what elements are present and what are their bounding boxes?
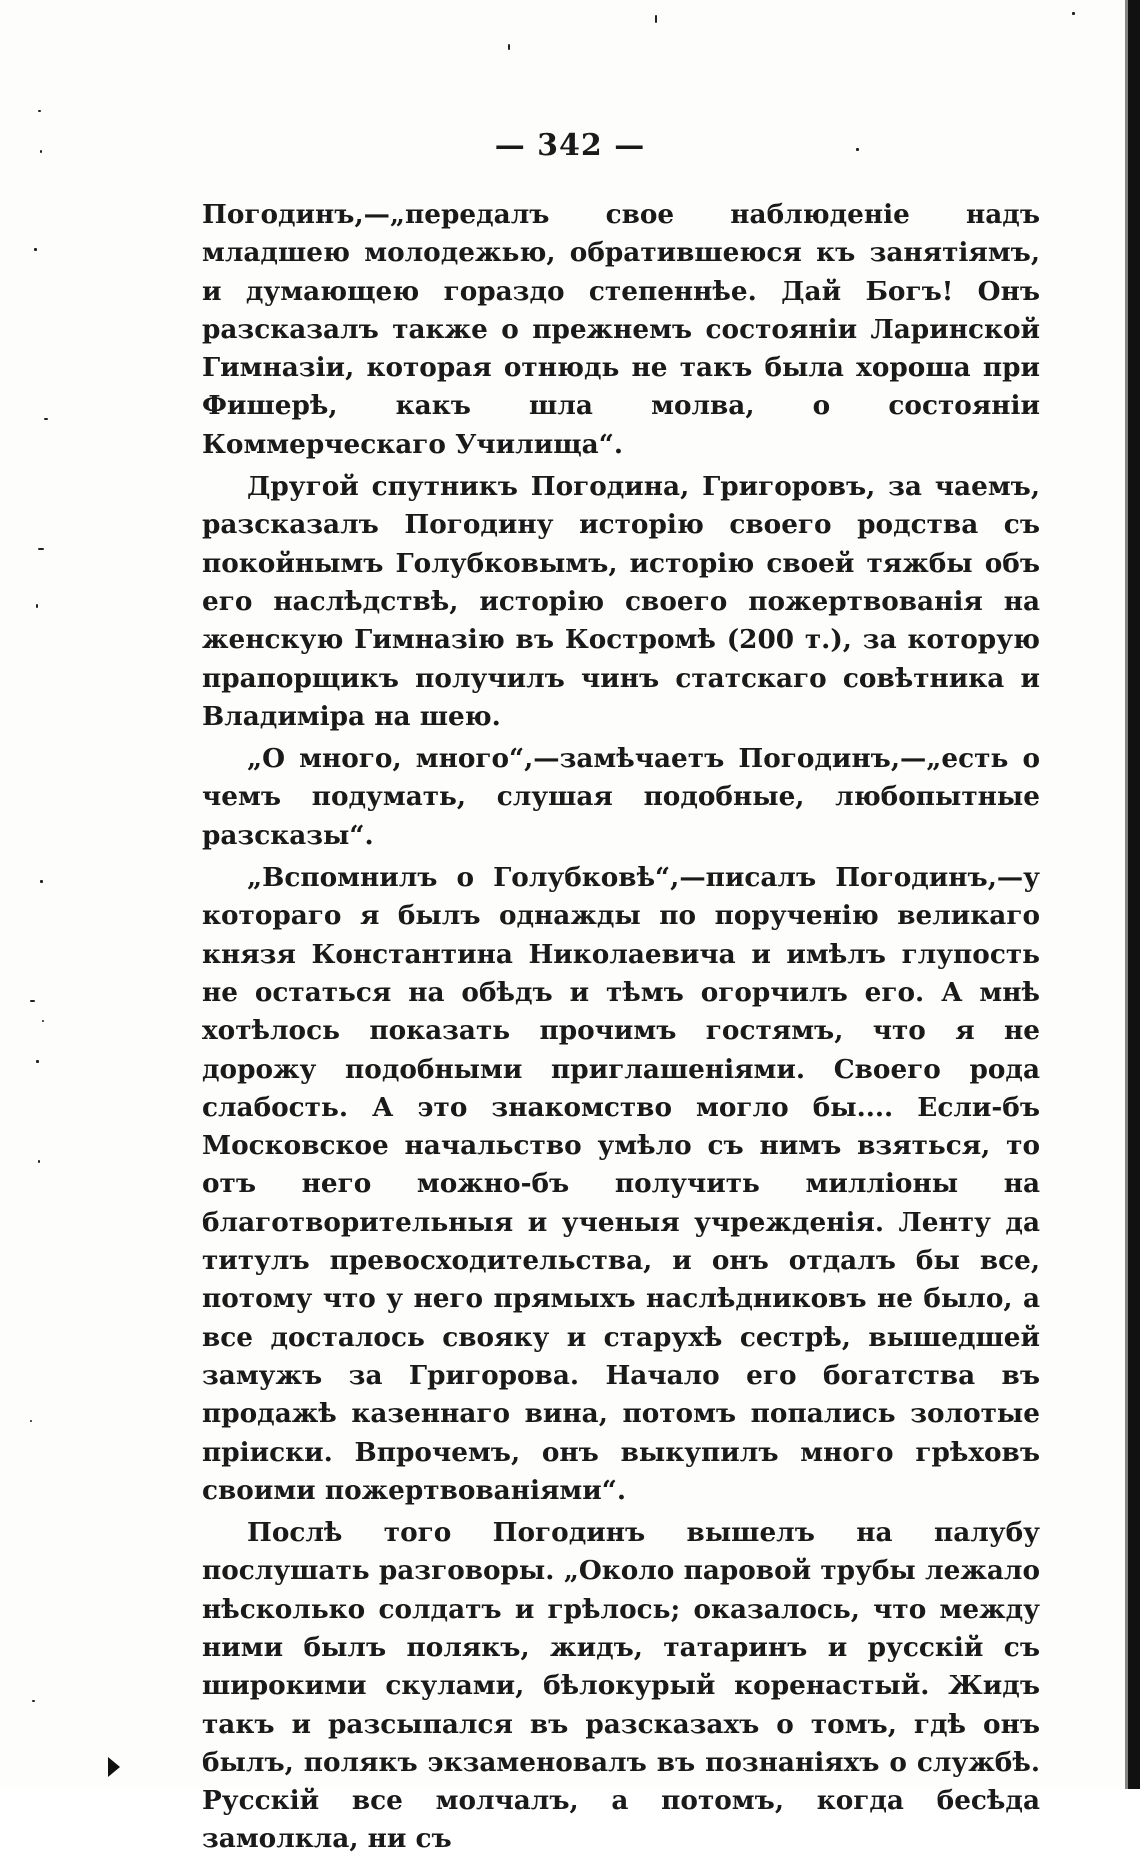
speck xyxy=(40,880,43,883)
speck xyxy=(1072,12,1075,15)
page-number: — 342 — xyxy=(494,128,646,163)
paragraph: Послѣ того Погодинъ вышелъ на палубу послушать разговоры. „Около паровой трубы лежало нѣсколько солдатъ и грѣлось; оказалось, что между ними былъ полякъ, жидъ, татаринъ и русскій съ широкими скулами, бѣлокурый коренастый. Жидъ такъ и разсыпался въ разсказахъ о томъ, гдѣ онъ былъ, полякъ экзаменовалъ въ познаніяхъ о службѣ. Русскій все молчалъ, а потомъ, когда бесѣда замолкла, ни съ xyxy=(202,1517,1040,1855)
signature-mark xyxy=(108,1757,120,1777)
paragraph: „О много, много“,—замѣчаетъ Погодинъ,—„есть о чемъ подумать, слушая подобные, любопытные разсказы“. xyxy=(202,743,1040,851)
speck xyxy=(36,604,38,608)
speck xyxy=(42,1020,44,1022)
paragraph: „Вспомнилъ о Голубковѣ“,—писалъ Погодинъ,—у котораго я былъ однажды по порученію великаго князя Константина Николаевича и имѣлъ глупость не остаться на обѣдъ и тѣмъ огорчилъ его. А мнѣ хотѣлось показать прочимъ гостямъ, что я не дорожу подобными приглашеніями. Своего рода слабость. А это знакомство могло бы.... Если-бъ Московское начальство умѣло съ нимъ взяться, то отъ него можно-бъ получить милліоны на благотворительныя и ученыя учрежденія. Ленту да титулъ превосходительства, и онъ отдалъ бы все, потому что у него прямыхъ наслѣдниковъ не было, а все досталось свояку и старухѣ сестрѣ, вышедшей замужъ за Григорова. Начало его богатства въ продажѣ казеннаго вина, потомъ попались золотые пріиски. Впрочемъ, онъ выкупилъ много грѣховъ своими пожертвованіями“. xyxy=(202,862,1040,1506)
paragraph: Погодинъ,—„передалъ свое наблюденіе надъ младшею молодежью, обратившеюся къ занятіямъ, и думающею гораздо степеннѣе. Дай Богъ! Онъ разсказалъ также о прежнемъ состояніи Ларинской Гимназіи, которая отнюдь не такъ была хороша при Фишерѣ, какъ шла молва, о состояніи Коммерческаго Училища“. xyxy=(202,199,1040,460)
speck xyxy=(30,1000,35,1002)
page-edge-shadow xyxy=(1128,0,1140,1789)
body-text xyxy=(202,196,1040,1863)
speck xyxy=(44,418,48,420)
speck xyxy=(655,15,657,23)
speck xyxy=(508,44,510,50)
speck xyxy=(36,1060,39,1063)
speck xyxy=(38,110,41,112)
speck xyxy=(32,1700,35,1702)
speck xyxy=(38,1160,40,1163)
speck xyxy=(38,548,44,550)
speck xyxy=(34,248,37,251)
page-edge-line xyxy=(1125,0,1128,1789)
paragraph: Другой спутникъ Погодина, Григоровъ, за чаемъ, разсказалъ Погодину исторію своего родства съ покойнымъ Голубковымъ, исторію своей тяжбы объ его наслѣдствѣ, исторію своего пожертвованія на женскую Гимназію въ Костромѣ (200 т.), за которую прапорщикъ получилъ чинъ статскаго совѣтника и Владиміра на шею. xyxy=(202,471,1040,732)
speck xyxy=(30,1420,32,1422)
